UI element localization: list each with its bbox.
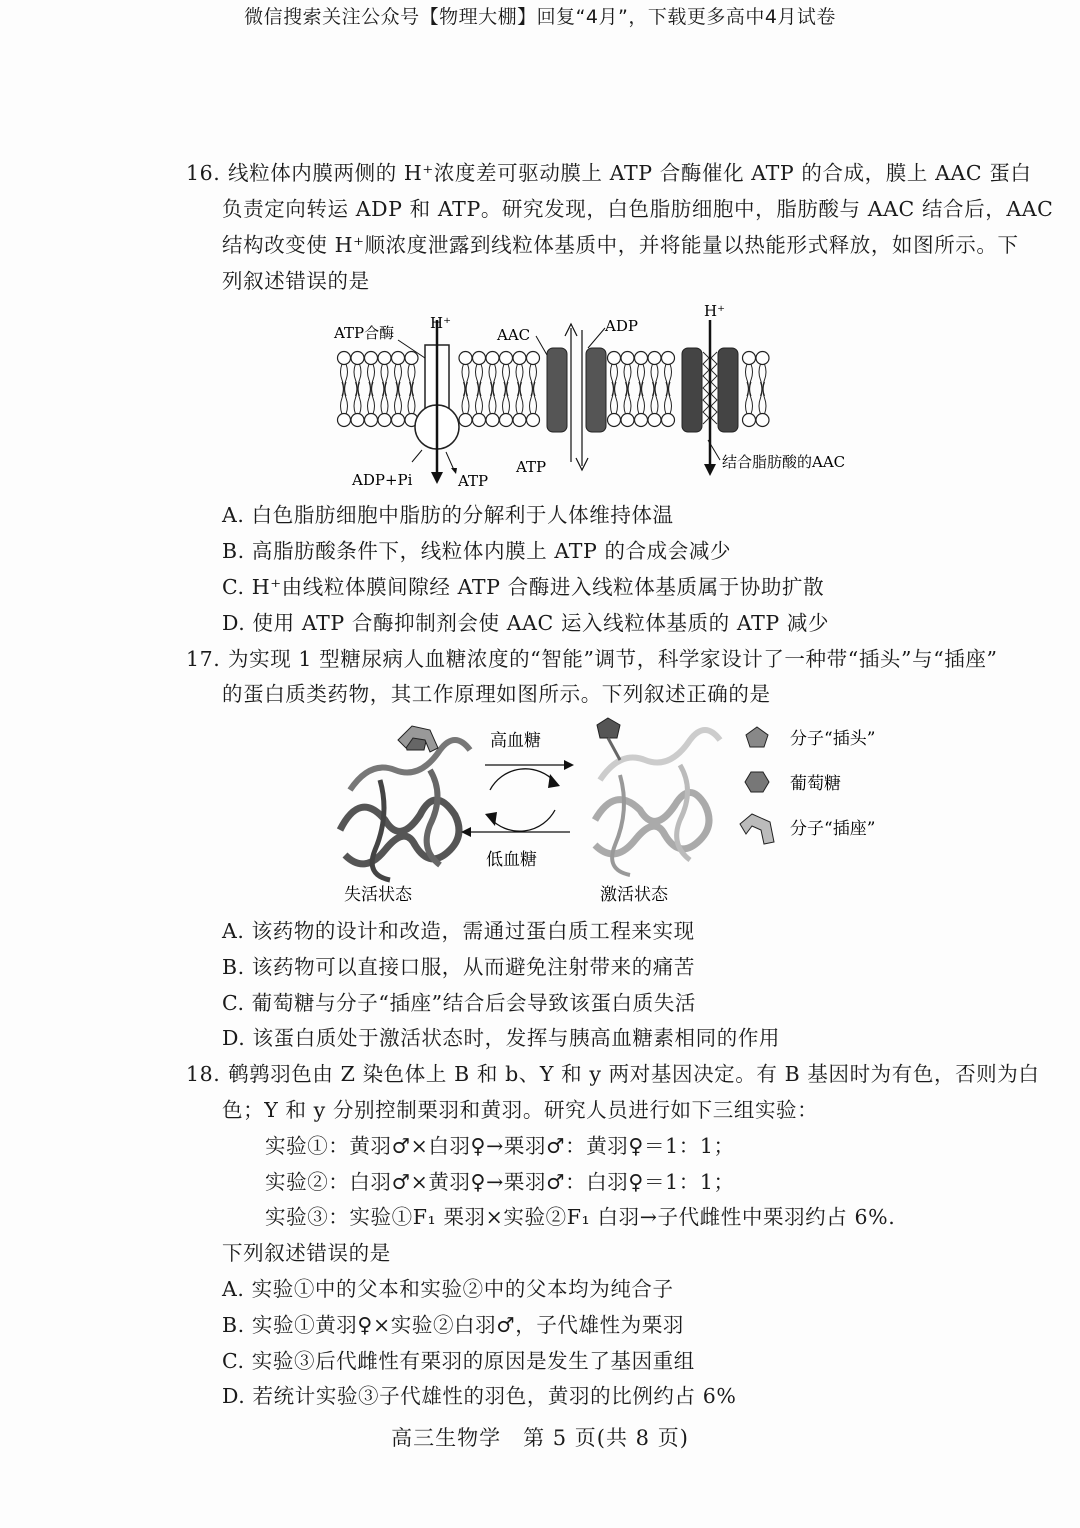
label-high-glucose: 高血糖 <box>490 731 541 751</box>
label-low-glucose: 低血糖 <box>486 850 537 870</box>
q17-option-a: A. 该药物的设计和改造，需通过蛋白质工程来实现 <box>222 919 695 943</box>
q18-experiment-2: 实验②：白羽♂×黄羽♀→栗羽♂：白羽♀＝1：1； <box>265 1170 735 1194</box>
lipid-head-top <box>378 352 391 397</box>
q17-number: 17. <box>186 647 221 671</box>
lipid-head-bottom <box>392 382 405 427</box>
q16-number: 16. <box>186 161 221 185</box>
lipid-head-bottom <box>648 382 661 427</box>
lipid-head-top <box>405 352 418 397</box>
lipid-head-top <box>486 352 499 397</box>
q17-option-c: C. 葡萄糖与分子“插座”结合后会导致该蛋白质失活 <box>222 991 696 1015</box>
q17-line2: 的蛋白质类药物，其工作原理如图所示。下列叙述正确的是 <box>222 682 771 706</box>
lipid-head-bottom <box>635 382 648 427</box>
cycle-arrow-bottom <box>490 810 555 831</box>
q18-number: 18. <box>186 1062 221 1086</box>
lipid-head-top <box>392 352 405 397</box>
legend-socket-icon <box>740 814 774 844</box>
legend-glucose-icon <box>745 772 769 792</box>
header-banner: 微信搜索关注公众号【物理大棚】回复“4月”，下载更多高中4月试卷 <box>244 6 836 28</box>
lipid-head-top <box>648 352 661 397</box>
protein-diagram <box>320 710 920 910</box>
label-atp: ATP <box>458 472 489 490</box>
label-fatty-aac: 结合脂肪酸的AAC <box>722 453 846 471</box>
legend-socket-label: 分子“插座” <box>790 819 876 839</box>
q16-option-d: D. 使用 ATP 合酶抑制剂会使 AAC 运入线粒体基质的 ATP 减少 <box>222 611 830 635</box>
label-active-state: 激活状态 <box>600 885 668 905</box>
label-inactive-state: 失活状态 <box>344 885 412 905</box>
lipid-head-bottom <box>500 382 513 427</box>
lipid-head-top <box>662 352 675 397</box>
q16-line2: 负责定向转运 ADP 和 ATP。研究发现，白色脂肪细胞中，脂肪酸与 AAC 结合后，AAC <box>222 197 1054 221</box>
lipid-head-bottom <box>662 382 675 427</box>
fatty-aac-right <box>718 348 738 432</box>
lipid-head-top <box>500 352 513 397</box>
lipid-head-top <box>527 352 540 397</box>
plug-on-active <box>597 718 620 738</box>
q17-text1: 为实现 1 型糖尿病人血糖浓度的“智能”调节，科学家设计了一种带“插头”与“插座” <box>228 647 998 671</box>
lipid-head-top <box>513 352 526 397</box>
aac-protein-1 <box>547 348 567 432</box>
inactive-protein <box>340 740 470 880</box>
label-atp-synthase: ATP合酶 <box>334 324 395 342</box>
q16-line1 <box>186 156 1032 186</box>
lipid-head-top <box>743 352 756 397</box>
q18-option-d: D. 若统计实验③子代雄性的羽色，黄羽的比例约占 6% <box>222 1384 737 1408</box>
active-protein <box>595 730 720 875</box>
lipid-head-bottom <box>513 382 526 427</box>
lipid-head-top <box>365 352 378 397</box>
q17-option-d: D. 该蛋白质处于激活状态时，发挥与胰高血糖素相同的作用 <box>222 1026 781 1050</box>
q18-option-a: A. 实验①中的父本和实验②中的父本均为纯合子 <box>222 1277 674 1301</box>
q18-experiment-3: 实验③：实验①F₁ 栗羽×实验②F₁ 白羽→子代雌性中栗羽约占 6%. <box>265 1205 896 1229</box>
lipid-head-bottom <box>756 382 769 427</box>
q18-line2: 色；Y 和 y 分别控制栗羽和黄羽。研究人员进行如下三组实验： <box>222 1098 819 1122</box>
label-h-plus-1: H⁺ <box>430 314 451 332</box>
legend-plug-icon <box>746 727 768 747</box>
atp-synthase <box>415 320 459 484</box>
lipid-head-bottom <box>527 382 540 427</box>
q16-text1: 线粒体内膜两侧的 H⁺浓度差可驱动膜上 ATP 合酶催化 ATP 的合成，膜上 AAC 蛋白 <box>228 161 1032 185</box>
lipid-head-top <box>459 352 472 397</box>
q18-prompt: 下列叙述错误的是 <box>222 1241 391 1265</box>
q16-option-a: A. 白色脂肪细胞中脂肪的分解利于人体维持体温 <box>222 503 674 527</box>
lipid-head-bottom <box>486 382 499 427</box>
cycle-arrow-top <box>490 769 555 790</box>
lipid-head-bottom <box>338 382 351 427</box>
membrane-diagram <box>330 300 890 495</box>
q18-experiment-1: 实验①：黄羽♂×白羽♀→栗羽♂：黄羽♀＝1：1； <box>265 1134 735 1158</box>
q18-line1 <box>186 1057 1039 1087</box>
label-adp: ADP <box>605 317 638 335</box>
q16-option-b: B. 高脂肪酸条件下，线粒体内膜上 ATP 的合成会减少 <box>222 539 732 563</box>
q17-line1 <box>186 642 998 672</box>
lipid-head-top <box>351 352 364 397</box>
label-h-plus-2: H⁺ <box>704 302 725 320</box>
label-aac: AAC <box>497 326 531 344</box>
lipid-head-bottom <box>473 382 486 427</box>
lipid-head-top <box>621 352 634 397</box>
label-adp-pi: ADP+Pi <box>352 471 413 489</box>
lipid-head-bottom <box>378 382 391 427</box>
lipid-head-bottom <box>608 382 621 427</box>
q17-option-b: B. 该药物可以直接口服，从而避免注射带来的痛苦 <box>222 955 695 979</box>
q16-line4: 列叙述错误的是 <box>222 269 370 293</box>
lipid-head-top <box>756 352 769 397</box>
lipid-head-bottom <box>743 382 756 427</box>
lipid-head-bottom <box>621 382 634 427</box>
q18-option-b: B. 实验①黄羽♀×实验②白羽♂，子代雄性为栗羽 <box>222 1313 685 1337</box>
q18-option-c: C. 实验③后代雌性有栗羽的原因是发生了基因重组 <box>222 1349 695 1373</box>
lipid-head-bottom <box>365 382 378 427</box>
lipid-head-top <box>473 352 486 397</box>
label-atp-aac: ATP <box>516 458 547 476</box>
page-footer: 高三生物学 第 5 页(共 8 页) <box>391 1426 689 1450</box>
q18-text1: 鹌鹑羽色由 Z 染色体上 B 和 b、Y 和 y 两对基因决定。有 B 基因时为有色，否则为白 <box>228 1062 1040 1086</box>
q16-line3: 结构改变使 H⁺顺浓度泄露到线粒体基质中，并将能量以热能形式释放，如图所示。下 <box>222 233 1019 257</box>
lipid-head-bottom <box>459 382 472 427</box>
lipid-head-top <box>338 352 351 397</box>
legend-glucose-label: 葡萄糖 <box>790 774 841 794</box>
lipid-head-top <box>635 352 648 397</box>
transport-arrows <box>565 324 588 470</box>
lipid-head-top <box>608 352 621 397</box>
q16-option-c: C. H⁺由线粒体膜间隙经 ATP 合酶进入线粒体基质属于协助扩散 <box>222 575 825 599</box>
lipid-head-bottom <box>351 382 364 427</box>
aac-protein-2 <box>586 348 606 432</box>
fatty-aac-left <box>682 348 702 432</box>
legend-plug-label: 分子“插头” <box>790 729 876 749</box>
